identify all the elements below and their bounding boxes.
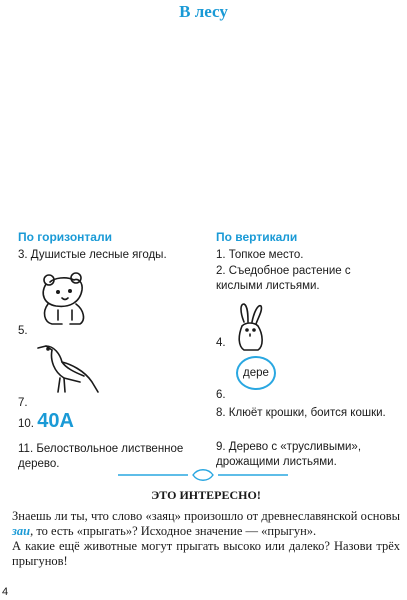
page-title: В лесу (179, 2, 228, 21)
clue-down-1: 1. Топкое место. (216, 249, 304, 261)
clue-down-6: 6. (216, 389, 226, 401)
word-bubble: дере (236, 356, 276, 390)
clue-down-9: 9. Дерево с «трусливыми», дрожащими листьями. (216, 441, 362, 468)
clue-across-7: 7. (18, 397, 28, 409)
fact-paragraph: Знаешь ли ты, что слово «заяц» произошло от древнеславянской основы заи, то есть «прыгать»? Исходное значение — «прыгун». А какие ещё животные могут прыгать высоко или далеко? Назови трёх прыгунов! (12, 509, 400, 568)
clue-across-5: 5. (18, 325, 28, 337)
across-column (18, 230, 203, 470)
clue-across-3: 3. Душистые лесные ягоды. (18, 249, 167, 261)
bear-icon (36, 270, 96, 328)
across-heading: По горизонтали (18, 230, 112, 244)
fact-title: ЭТО ИНТЕРЕСНО! (151, 488, 261, 502)
down-heading: По вертикали (216, 230, 298, 244)
clue-across-10: 10. 40А (18, 410, 74, 432)
clue-down-2: 2. Съедобное растение с кислыми листьями. (216, 265, 351, 292)
answer-40a: 40А (37, 410, 74, 432)
clue-down-4: 4. (216, 337, 226, 349)
clue-down-8: 8. Клюёт крошки, боится кошки. (216, 407, 386, 419)
fact-root: заи (12, 524, 31, 538)
page-number: 4 (2, 586, 9, 598)
hare-icon (230, 302, 270, 354)
bird-icon (32, 340, 102, 396)
down-column (216, 230, 396, 468)
fact-box (12, 480, 400, 569)
crossword-grid (0, 0, 407, 230)
clue-across-11: 11. Белоствольное лиственное дерево. (18, 443, 184, 470)
